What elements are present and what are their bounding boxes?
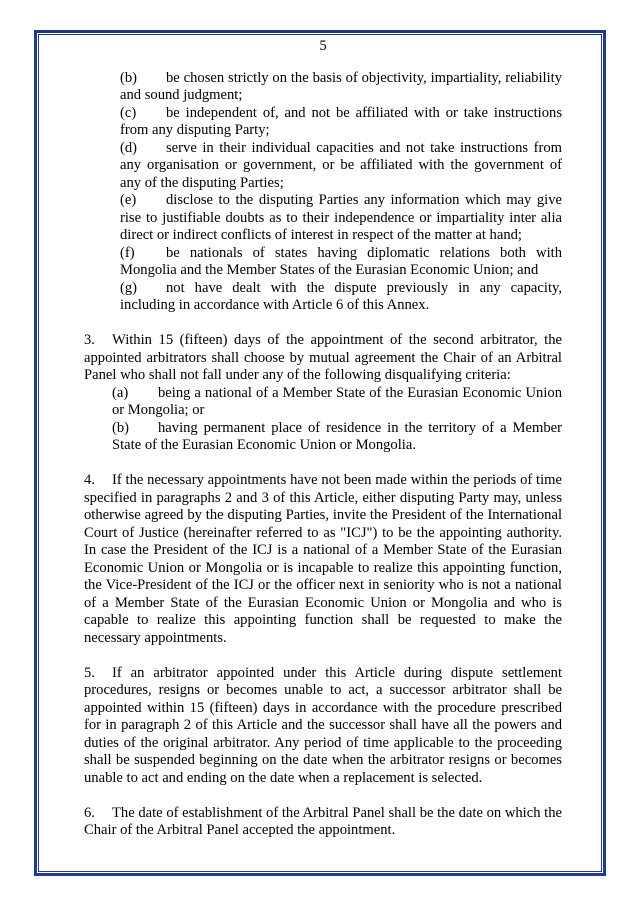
paragraph-number: 4. <box>84 472 95 488</box>
list-item <box>120 280 562 315</box>
item-text: being a national of a Member State of the Eurasian Economic Union or Mongolia; or <box>112 384 562 418</box>
paragraph-text: The date of establishment of the Arbitral Panel shall be the date on which the Chair of the Arbitral Panel accepted the appointment. <box>84 804 562 838</box>
list-item <box>120 70 562 105</box>
paragraph-number: 5. <box>84 664 95 681</box>
list-item <box>120 245 562 280</box>
item-text: serve in their individual capacities and not take instructions from any organisation or government, or be affiliated with the government of any of the disputing Parties; <box>120 139 562 191</box>
paragraph-3 <box>84 332 562 385</box>
criteria-list <box>120 70 562 315</box>
paragraph-5 <box>84 665 562 788</box>
page-number: 5 <box>319 38 327 54</box>
item-marker: (c) <box>120 104 137 121</box>
paragraph-text: If an arbitrator appointed under this Article during dispute settlement procedures, resigns or becomes unable to act, a successor arbitrator shall be appointed within 15 (fifteen) days in accordance with the procedure prescribed for in paragraph 2 of this Article and the successor shall have all the powers and duties of the original arbitrator. Any period of time applicable to the proceeding shall be suspended beginning on the date when the arbitrator resigns or becomes unable to act and ending on the date when a replacement is selected. <box>84 664 562 786</box>
item-marker: (g) <box>120 279 138 296</box>
disqualifying-criteria-list <box>112 385 562 455</box>
item-text: disclose to the disputing Parties any information which may give rise to justifiable doubts as to their independence or impartiality inter alia direct or indirect conflicts of interest in respect of the matter at hand; <box>120 192 562 243</box>
paragraph-text: Within 15 (fifteen) days of the appointment of the second arbitrator, the appointed arbitrators shall choose by mutual agreement the Chair of an Arbitral Panel who shall not fall under any of the following disqualifying criteria: <box>84 332 562 383</box>
paragraph-number: 6. <box>84 804 95 821</box>
item-text: be nationals of states having diplomatic relations both with Mongolia and the Member States of the Eurasian Economic Union; and <box>120 244 562 278</box>
item-marker: (a) <box>112 384 129 401</box>
list-item <box>120 105 562 140</box>
item-marker: (b) <box>112 419 130 436</box>
document-page <box>84 38 562 840</box>
paragraph-text: If the necessary appointments have not been made within the periods of time specified in paragraphs 2 and 3 of this Article, either disputing Party may, unless otherwise agreed by the disputing Parties, invite the President of the International Court of Justice (hereinafter referred to as "ICJ") to be the appointing authority. In case the President of the ICJ is a national of a Member State of the Eurasian Economic Union or Mongolia or is incapable to realize this appointing function, the Vice-President of the ICJ or the officer next in seniority who is not a national of a Member State of the Eurasian Economic Union or Mongolia and who is capable to realize this appointing function shall be requested to make the necessary appointments. <box>84 472 562 646</box>
item-text: be independent of, and not be affiliated with or take instructions from any disputing Party; <box>120 104 562 138</box>
item-text: be chosen strictly on the basis of objectivity, impartiality, reliability and sound judgment; <box>120 69 562 103</box>
paragraph-6 <box>84 805 562 840</box>
list-item <box>112 420 562 455</box>
item-marker: (e) <box>120 192 137 208</box>
paragraph-4 <box>84 472 562 647</box>
item-marker: (f) <box>120 244 135 261</box>
item-text: having permanent place of residence in the territory of a Member State of the Eurasian Economic Union or Mongolia. <box>112 419 562 453</box>
item-marker: (d) <box>120 139 138 156</box>
paragraph-number: 3. <box>84 332 95 348</box>
list-item <box>120 192 562 245</box>
list-item <box>112 385 562 420</box>
item-text: not have dealt with the dispute previously in any capacity, including in accordance with Article 6 of this Annex. <box>120 279 562 313</box>
list-item <box>120 140 562 193</box>
item-marker: (b) <box>120 69 138 86</box>
